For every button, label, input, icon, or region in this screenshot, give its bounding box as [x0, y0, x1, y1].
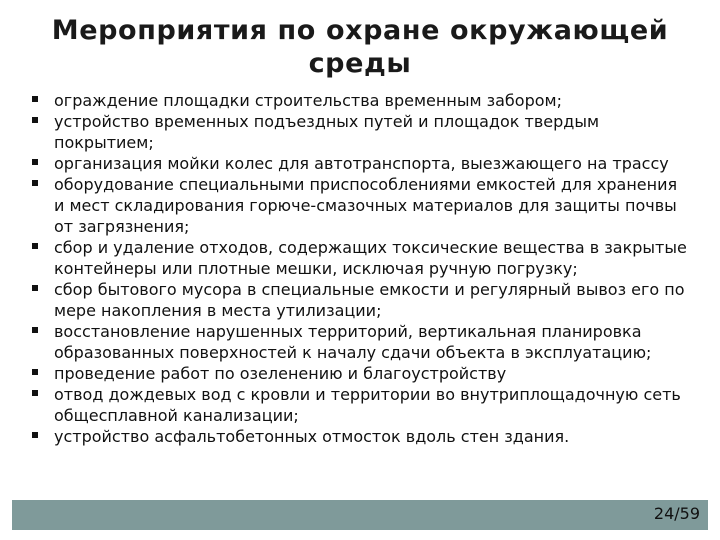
- square-bullet-icon: [32, 96, 38, 102]
- bullet-text: организация мойки колес для автотранспорта, выезжающего на трассу: [54, 154, 669, 173]
- bullet-item: [32, 426, 692, 447]
- square-bullet-icon: [32, 369, 38, 375]
- bullet-item: [32, 111, 692, 153]
- page-number: 24/59: [653, 504, 700, 523]
- bullet-text: устройство временных подъездных путей и площадок твердым покрытием;: [54, 112, 600, 152]
- bullet-text: устройство асфальтобетонных отмосток вдоль стен здания.: [54, 427, 570, 446]
- bullet-item: [32, 153, 692, 174]
- footer-band: [12, 500, 708, 530]
- bullet-item: [32, 174, 692, 237]
- bullet-item: [32, 90, 692, 111]
- square-bullet-icon: [32, 285, 38, 291]
- bullet-text: сбор бытового мусора в специальные емкости и регулярный вывоз его по мере накопления в места утилизации;: [54, 280, 685, 320]
- bullet-text: проведение работ по озеленению и благоустройству: [54, 364, 507, 383]
- square-bullet-icon: [32, 432, 38, 438]
- bullet-text: восстановление нарушенных территорий, вертикальная планировка образованных поверхностей к началу сдачи объекта в эксплуатацию;: [54, 322, 652, 362]
- square-bullet-icon: [32, 117, 38, 123]
- bullet-text: ограждение площадки строительства временным забором;: [54, 91, 562, 110]
- square-bullet-icon: [32, 243, 38, 249]
- bullet-text: сбор и удаление отходов, содержащих токсические вещества в закрытые контейнеры или плотные мешки, исключая ручную погрузку;: [54, 238, 687, 278]
- bullet-text: оборудование специальными приспособлениями емкостей для хранения и мест складирования горюче-смазочных материалов для защиты почвы от загрязнения;: [54, 175, 678, 236]
- bullet-item: [32, 279, 692, 321]
- square-bullet-icon: [32, 159, 38, 165]
- bullet-item: [32, 321, 692, 363]
- slide-title: Мероприятия по охране окружающей среды: [51, 15, 669, 79]
- bullet-item: [32, 237, 692, 279]
- bullet-text: отвод дождевых вод с кровли и территории во внутриплощадочную сеть общесплавной канализации;: [54, 385, 681, 425]
- bullet-item: [32, 384, 692, 426]
- bullet-list: [32, 90, 692, 447]
- square-bullet-icon: [32, 390, 38, 396]
- bullet-item: [32, 363, 692, 384]
- square-bullet-icon: [32, 327, 38, 333]
- square-bullet-icon: [32, 180, 38, 186]
